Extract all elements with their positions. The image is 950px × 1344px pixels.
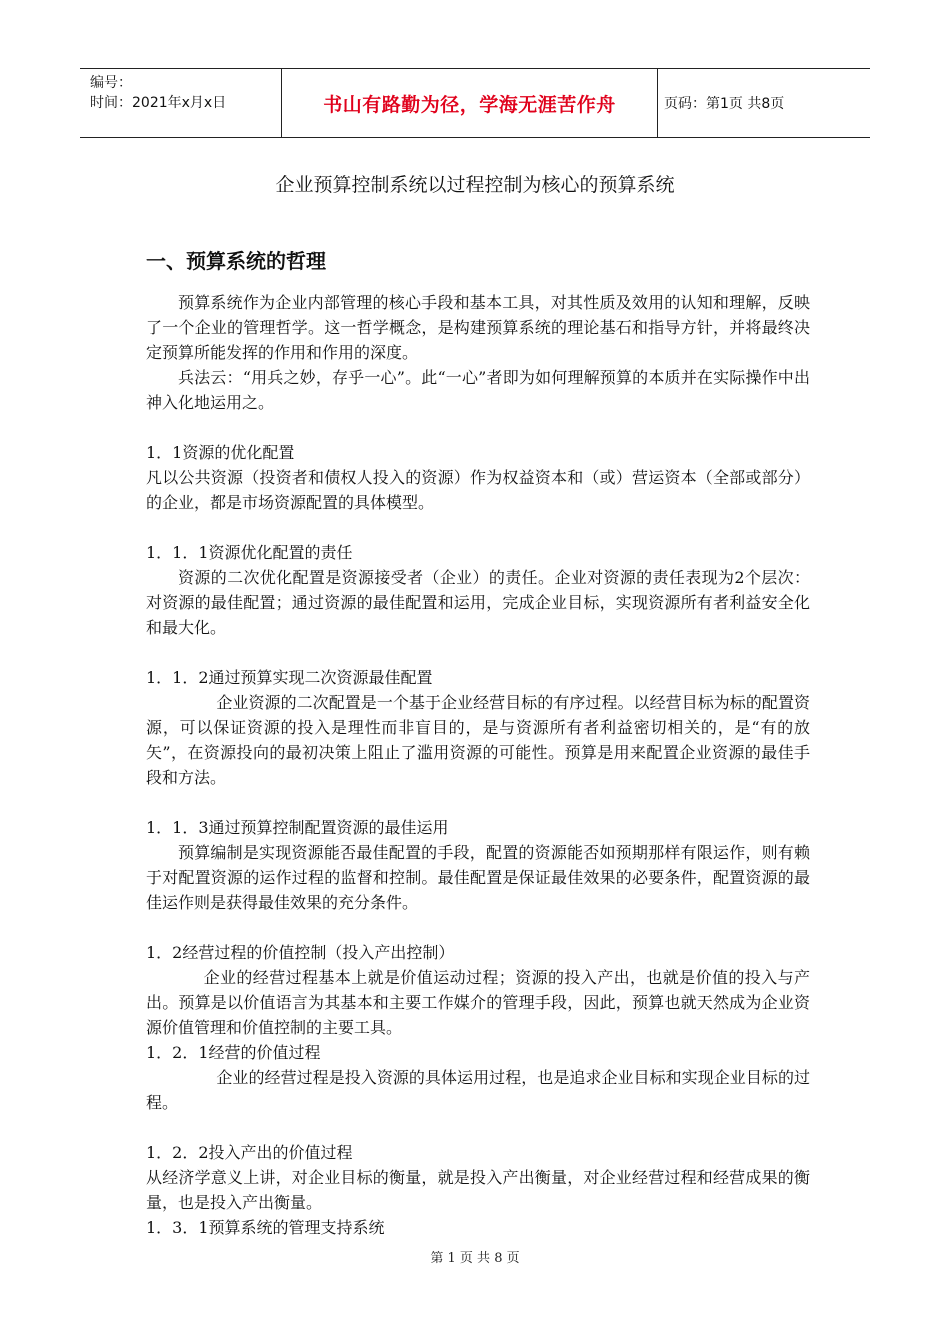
subsection-title: 1．2经营过程的价值控制（投入产出控制） [146,943,455,962]
paragraph: 企业的经营过程是投入资源的具体运用过程，也是追求企业目标和实现企业目标的过程。 [146,1068,810,1112]
section-heading: 一、预算系统的哲理 [146,249,326,273]
code-label: 编号： [90,75,132,91]
header-meta-cell [80,69,282,137]
page-footer: 第 1 页 共 8 页 [430,1251,520,1266]
page-info: 页码：第1页 共8页 [664,96,785,112]
subsection-title: 1．2．1经营的价值过程 [146,1043,321,1062]
paragraph: 预算编制是实现资源能否最佳配置的手段，配置的资源能否如预期那样有限运作，则有赖于对配置资源的运作过程的监督和控制。最佳配置是保证最佳效果的必要条件，配置资源的最佳运作则是获得最佳效果的充分条件。 [146,843,810,912]
document-body [146,290,810,1240]
paragraph: 企业资源的二次配置是一个基于企业经营目标的有序过程。以经营目标为标的配置资源，可以保证资源的投入是理性而非盲目的，是与资源所有者利益密切相关的，是“有的放矢”，在资源投向的最初决策上阻止了滥用资源的可能性。预算是用来配置企业资源的最佳手段和方法。 [146,693,810,787]
paragraph: 从经济学意义上讲，对企业目标的衡量，就是投入产出衡量，对企业经营过程和经营成果的衡量，也是投入产出衡量。 [146,1168,810,1212]
subsection-title: 1．1．1资源优化配置的责任 [146,543,353,562]
subsection-title: 1．3．1预算系统的管理支持系统 [146,1218,385,1237]
subsection-title: 1．2．2投入产出的价值过程 [146,1143,353,1162]
subsection-title: 1．1．3通过预算控制配置资源的最佳运用 [146,818,449,837]
date-label: 时间：2021年x月x日 [90,95,227,111]
motto: 书山有路勤为径，学海无涯苦作舟 [282,69,658,137]
paragraph: 凡以公共资源（投资者和债权人投入的资源）作为权益资本和（或）营运资本（全部或部分）的企业，都是市场资源配置的具体模型。 [146,468,810,512]
document-header [80,68,870,138]
paragraph: 兵法云：“用兵之妙，存乎一心”。此“一心”者即为如何理解预算的本质并在实际操作中出神入化地运用之。 [146,368,810,412]
document-title: 企业预算控制系统以过程控制为核心的预算系统 [275,174,675,196]
paragraph: 企业的经营过程基本上就是价值运动过程；资源的投入产出，也就是价值的投入与产出。预算是以价值语言为其基本和主要工作媒介的管理手段，因此，预算也就天然成为企业资源价值管理和价值控制的主要工具。 [146,968,810,1037]
paragraph: 预算系统作为企业内部管理的核心手段和基本工具，对其性质及效用的认知和理解，反映了一个企业的管理哲学。这一哲学概念，是构建预算系统的理论基石和指导方针，并将最终决定预算所能发挥的作用和作用的深度。 [146,293,810,362]
paragraph: 资源的二次优化配置是资源接受者（企业）的责任。企业对资源的责任表现为2个层次：对资源的最佳配置；通过资源的最佳配置和运用，完成企业目标，实现资源所有者利益安全化和最大化。 [146,568,810,637]
subsection-title: 1．1资源的优化配置 [146,443,295,462]
subsection-title: 1．1．2通过预算实现二次资源最佳配置 [146,668,433,687]
